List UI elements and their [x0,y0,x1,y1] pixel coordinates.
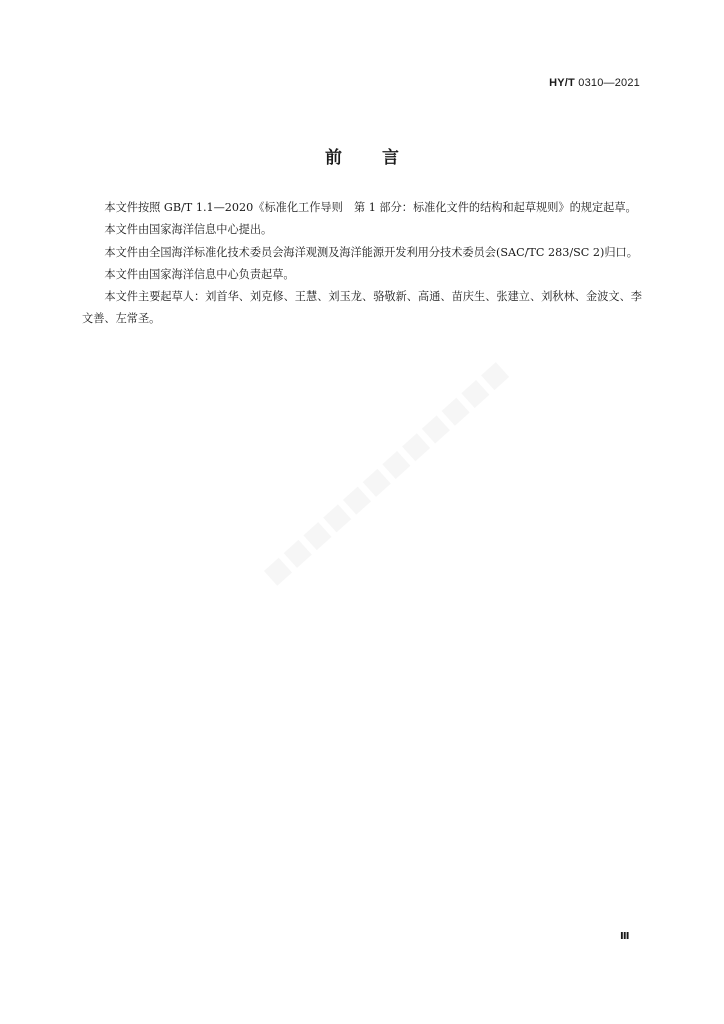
standard-prefix: HY/T [549,77,575,89]
paragraph-proposer: 本文件由国家海洋信息中心提出。 [104,223,273,237]
paragraph-administrator: 本文件由全国海洋标准化技术委员会海洋观测及海洋能源开发利用分技术委员会(SAC/TC 283/SC 2)归口。 [104,245,638,259]
page-number: Ⅲ [620,931,630,942]
foreword-body [82,197,642,331]
standard-code [549,77,640,89]
paragraph-drafting-rules: 本文件按照 GB/T 1.1—2020《标准化工作导则 第 1 部分：标准化文件的结构和起草规则》的规定起草。 [104,201,637,214]
page-title: 前言 [325,148,439,168]
paragraph-drafters: 本文件主要起草人：刘首华、刘克修、王慧、刘玉龙、骆敬新、高通、苗庆生、张建立、刘秋林、金波文、李文善、左常圣。 [82,290,642,326]
standard-number: 0310—2021 [578,77,640,89]
paragraph-drafting-unit: 本文件由国家海洋信息中心负责起草。 [104,267,295,281]
watermark-stamp: ■■■■■■■■■■■■ [257,354,515,591]
